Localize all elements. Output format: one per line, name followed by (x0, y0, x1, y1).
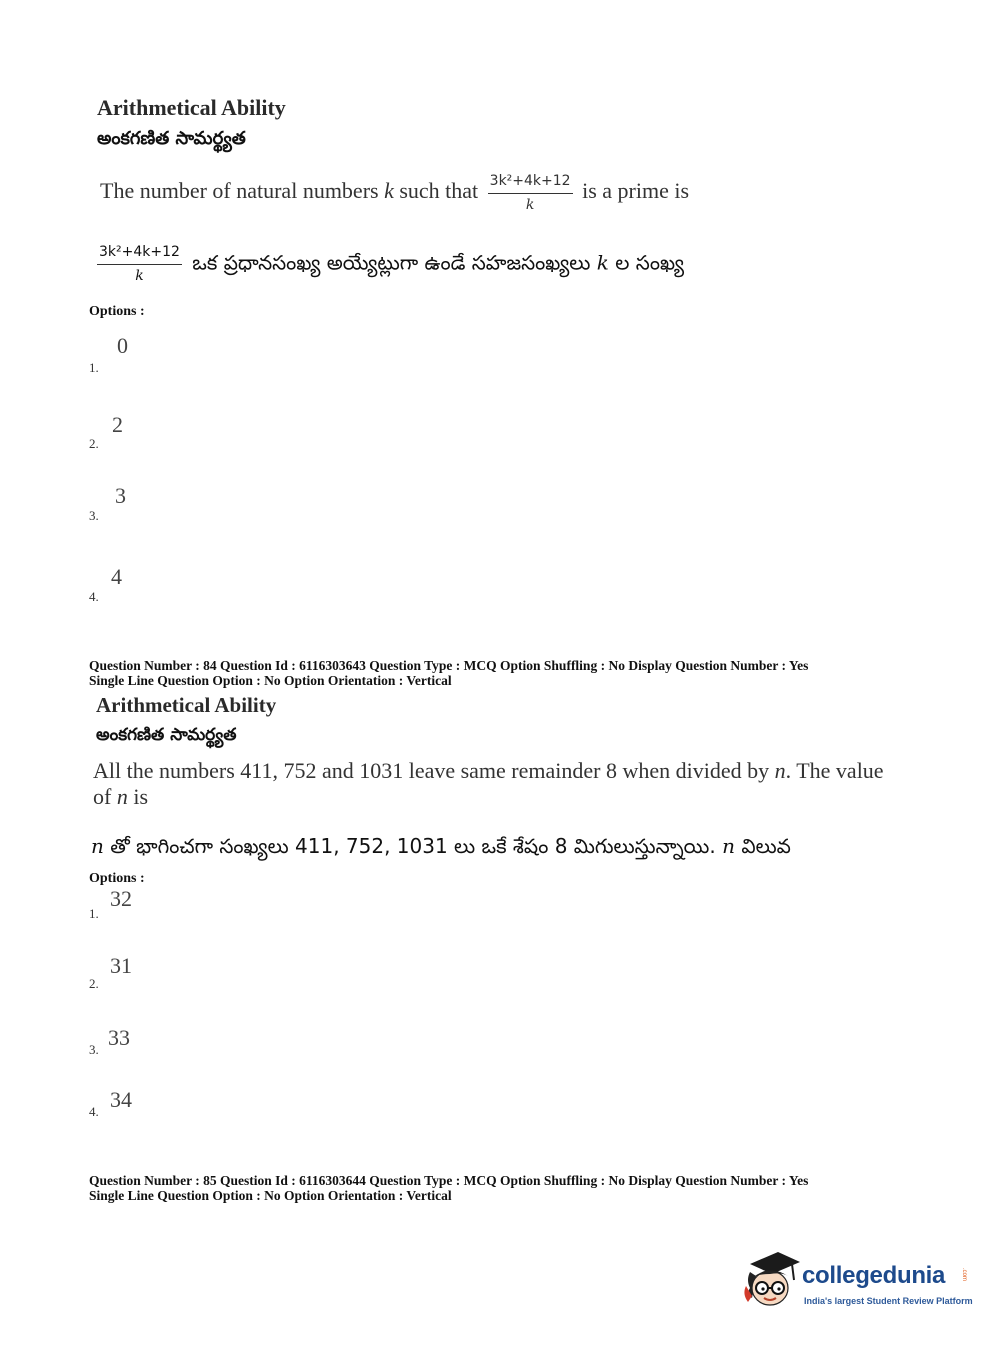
question-text-telugu (97, 243, 684, 285)
option-value: 33 (108, 1025, 130, 1050)
option-number: 2. (89, 436, 99, 451)
option-value: 34 (110, 1087, 132, 1112)
option-number: 1. (89, 360, 99, 375)
telugu-text: తో భాగించగా సంఖ్యలు 411, 752, 1031 లు ఒకే శేషం 8 మిగులుస్తున్నాయి. (110, 834, 716, 858)
question-prefix: The number of natural numbers (100, 178, 379, 204)
question-text (93, 758, 913, 810)
question-variable: n (116, 784, 128, 809)
option-value: 2 (112, 412, 123, 437)
question-text (100, 172, 689, 214)
fraction-numerator: 3k²+4k+12 (97, 243, 182, 265)
question-line: All the numbers 411, 752 and 1031 leave same remainder 8 when divided by (93, 758, 770, 783)
option-number: 1. (89, 906, 99, 921)
telugu-text: ల సంఖ్య (615, 250, 685, 275)
mascot-icon (742, 1250, 802, 1314)
options-label: Options : (89, 304, 145, 319)
fraction-denominator: k (135, 268, 144, 284)
option-number: 2. (89, 976, 99, 991)
option-number: 4. (89, 589, 99, 604)
question-meta-line: Single Line Question Option : No Option Orientation : Vertical (89, 673, 452, 688)
question-text-telugu (91, 834, 791, 863)
option-value: 31 (110, 953, 132, 978)
collegedunia-logo (742, 1250, 972, 1320)
question-variable: k (596, 250, 609, 275)
question-meta-line: Question Number : 85 Question Id : 6116303644 Question Type : MCQ Option Shuffling : No Display Question Number : Yes (89, 1173, 809, 1188)
question-meta-line: Question Number : 84 Question Id : 6116303643 Question Type : MCQ Option Shuffling : No Display Question Number : Yes (89, 658, 809, 673)
question-variable: k (384, 178, 394, 204)
fraction (97, 243, 182, 285)
section-title: Arithmetical Ability (96, 693, 277, 717)
brand-domain: .com (961, 1268, 967, 1282)
question-line: . The value (785, 758, 884, 783)
brand-name: collegedunia (802, 1262, 946, 1289)
question-variable: n (774, 758, 786, 783)
option-number: 3. (89, 508, 99, 523)
section-title: Arithmetical Ability (97, 95, 286, 120)
question-meta (89, 658, 808, 688)
question-variable: n (722, 834, 735, 858)
question-variable: n (91, 834, 104, 858)
fraction (488, 172, 573, 214)
question-meta-line: Single Line Question Option : No Option Orientation : Vertical (89, 1188, 452, 1203)
option-value: 3 (115, 483, 126, 508)
fraction-numerator: 3k²+4k+12 (488, 172, 573, 194)
telugu-text: విలువ (741, 834, 791, 858)
brand-tagline: India's largest Student Review Platform (804, 1296, 973, 1306)
section-title-telugu: అంకగణిత సామర్థ్యత (97, 128, 246, 149)
option-number: 4. (89, 1104, 99, 1119)
option-number: 3. (89, 1042, 99, 1057)
question-line: is (133, 784, 149, 809)
question-line: of (93, 784, 112, 809)
fraction-denominator: k (525, 197, 535, 213)
section-title-telugu: అంకగణిత సామర్థ్యత (96, 725, 237, 745)
question-mid: such that (399, 178, 479, 204)
option-value: 32 (110, 886, 132, 911)
option-value: 0 (117, 333, 128, 358)
telugu-text: ఒక ప్రధానసంఖ్య అయ్యేట్లుగా ఉండే సహజసంఖ్యలు (192, 250, 591, 275)
question-meta (89, 1173, 808, 1203)
option-value: 4 (111, 564, 122, 589)
question-suffix: is a prime is (582, 178, 690, 204)
options-label: Options : (89, 871, 145, 886)
